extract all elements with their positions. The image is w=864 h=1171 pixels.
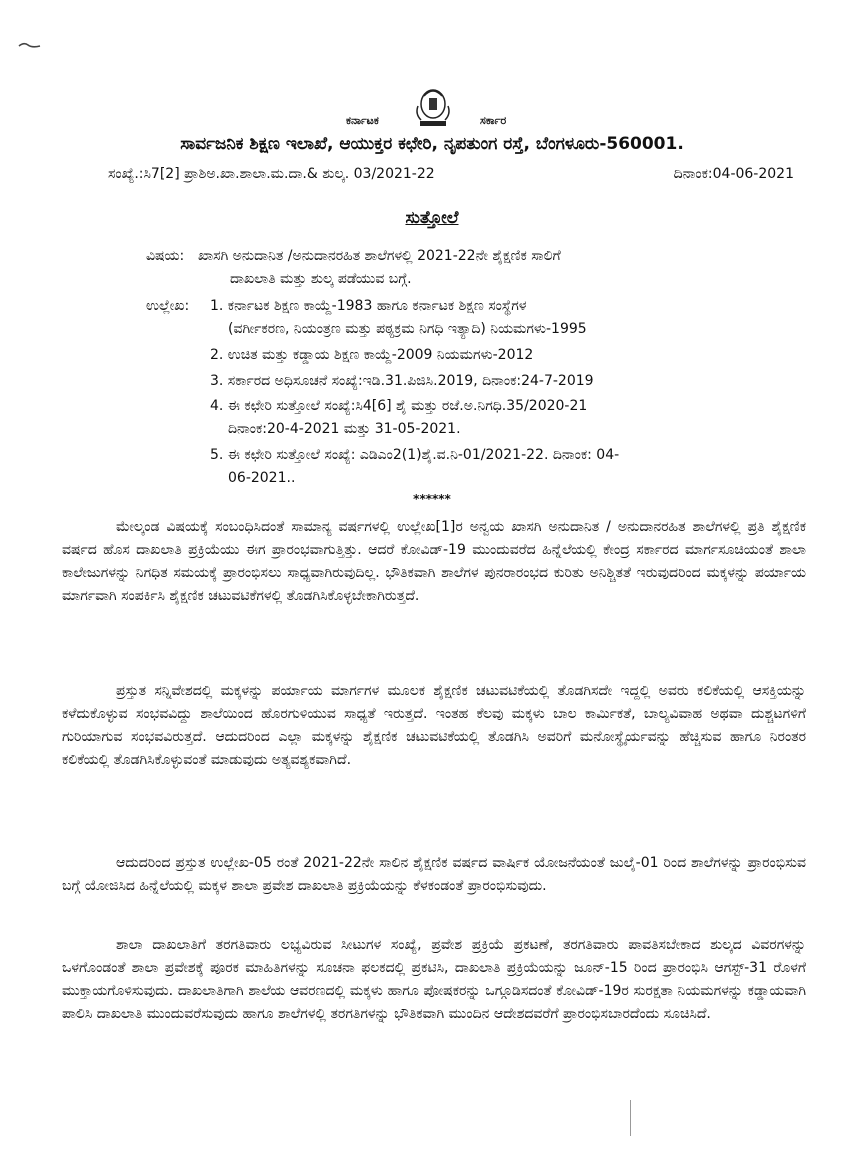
scan-mark-icon [18,40,42,50]
department-line: ಸಾರ್ವಜನಿಕ ಶಿಕ್ಷಣ ಇಲಾಖೆ, ಆಯುಕ್ತರ ಕಛೇರಿ, ನೃಪತುಂಗ ರಸ್ತೆ, ಬೆಂಗಳೂರು-560001. [180,134,684,154]
reference-item: 3. ಸರ್ಕಾರದ ಅಧಿಸೂಚನೆ ಸಂಖ್ಯೆ:ಇಡಿ.31.ಪಿಜಿಸಿ.2019, ದಿನಾಂಕ:24-7-2019 [210,373,594,389]
body-paragraph-4: ಶಾಲಾ ದಾಖಲಾತಿಗೆ ತರಗತಿವಾರು ಲಭ್ಯವಿರುವ ಸೀಟುಗಳ ಸಂಖ್ಯೆ, ಪ್ರವೇಶ ಪ್ರಕ್ರಿಯೆ ಪ್ರಕಟಣೆ, ತರಗತಿವಾರು ಪಾವತಿಸಬೇಕಾದ ಶುಲ್ಕದ ವಿವರಗಳನ್ನು ಒಳಗೊಂಡಂತೆ ಶಾಲಾ ಪ್ರವೇಶಕ್ಕೆ ಪೂರಕ ಮಾಹಿತಿಗಳನ್ನು ಸೂಚನಾ ಫಲಕದಲ್ಲಿ ಪ್ರಕಟಿಸಿ, ದಾಖಲಾತಿ ಪ್ರಕ್ರಿಯೆಯನ್ನು ಜೂನ್-15 ರಿಂದ ಪ್ರಾರಂಭಿಸಿ ಆಗಸ್ಟ್-31 ರೊಳಗೆ ಮುಕ್ತಾಯಗೊಳಿಸುವುದು. ದಾಖಲಾತಿಗಾಗಿ ಶಾಲೆಯ ಆವರಣದಲ್ಲಿ ಮಕ್ಕಳು ಹಾಗೂ ಪೋಷಕರನ್ನು ಒಗ್ಗೂಡಿಸದಂತೆ ಕೋವಿಡ್-19ರ ಸುರಕ್ಷತಾ ನಿಯಮಗಳನ್ನು ಕಡ್ಡಾಯವಾಗಿ ಪಾಲಿಸಿ ದಾಖಲಾತಿ ಮುಂದುವರೆಸುವುದು ಹಾಗೂ ಶಾಲೆಗಳಲ್ಲಿ ತರಗತಿಗಳನ್ನು ಭೌತಿಕವಾಗಿ ಮುಂದಿನ ಆದೇಶದವರೆಗೆ ಪ್ರಾರಂಭಿಸಬಾರದೆಂದು ಸೂಚಿಸಿದೆ. [62,937,806,1022]
subject-label: ವಿಷಯ: [146,248,185,264]
body-paragraph-3: ಆದುದರಿಂದ ಪ್ರಸ್ತುತ ಉಲ್ಲೇಖ-05 ರಂತೆ 2021-22ನೇ ಸಾಲಿನ ಶೈಕ್ಷಣಿಕ ವರ್ಷದ ವಾರ್ಷಿಕ ಯೋಜನೆಯಂತೆ ಜುಲೈ-01 ರಿಂದ ಶಾಲೆಗಳನ್ನು ಪ್ರಾರಂಭಿಸುವ ಬಗ್ಗೆ ಯೋಜಿಸಿದ ಹಿನ್ನೆಲೆಯಲ್ಲಿ ಮಕ್ಕಳ ಶಾಲಾ ಪ್ರವೇಶ ದಾಖಲಾತಿ ಪ್ರಕ್ರಿಯೆಯನ್ನು ಕೆಳಕಂಡಂತೆ ಪ್ರಾರಂಭಿಸುವುದು. [62,855,806,894]
reference-item: 2. ಉಚಿತ ಮತ್ತು ಕಡ್ಡಾಯ ಶಿಕ್ಷಣ ಕಾಯ್ದೆ-2009 ನಿಯಮಗಳು-2012 [210,347,534,363]
reference-item-cont: (ವರ್ಗೀಕರಣ, ನಿಯಂತ್ರಣ ಮತ್ತು ಪಠ್ಯಕ್ರಮ ನಿಗಧಿ ಇತ್ಯಾದಿ) ನಿಯಮಗಳು-1995 [228,321,587,337]
circular-date: ದಿನಾಂಕ:04-06-2021 [673,166,794,182]
references-label: ಉಲ್ಲೇಖ: [146,298,190,314]
body-paragraph-2: ಪ್ರಸ್ತುತ ಸನ್ನಿವೇಶದಲ್ಲಿ ಮಕ್ಕಳನ್ನು ಪರ್ಯಾಯ ಮಾರ್ಗಗಳ ಮೂಲಕ ಶೈಕ್ಷಣಿಕ ಚಟುವಟಿಕೆಯಲ್ಲಿ ತೊಡಗಿಸದೇ ಇದ್ದಲ್ಲಿ ಅವರು ಕಲಿಕೆಯಲ್ಲಿ ಆಸಕ್ತಿಯನ್ನು ಕಳೆದುಕೊಳ್ಳುವ ಸಂಭವವಿದ್ದು ಶಾಲೆಯಿಂದ ಹೊರಗುಳಿಯುವ ಸಾಧ್ಯತೆ ಇರುತ್ತದೆ. ಇಂತಹ ಕೆಲವು ಮಕ್ಕಳು ಬಾಲ ಕಾರ್ಮಿಕತೆ, ಬಾಲ್ಯವಿವಾಹ ಅಥವಾ ದುಶ್ಚಟಗಳಿಗೆ ಗುರಿಯಾಗುವ ಸಂಭವವಿರುತ್ತದೆ. ಆದುದರಿಂದ ಎಲ್ಲಾ ಮಕ್ಕಳನ್ನು ಶೈಕ್ಷಣಿಕ ಚಟುವಟಿಕೆಯಲ್ಲಿ ತೊಡಗಿಸಿ ಅವರಿಗೆ ಮನೋಸ್ಥೈರ್ಯವನ್ನು ಹೆಚ್ಚಿಸುವ ಹಾಗೂ ನಿರಂತರ ಕಲಿಕೆಯಲ್ಲಿ ತೊಡಗಿಸಿಕೊಳ್ಳುವಂತೆ ಮಾಡುವುದು ಅತ್ಯವಶ್ಯಕವಾಗಿದೆ. [62,683,806,768]
reference-item: 5. ಈ ಕಛೇರಿ ಸುತ್ತೋಲೆ ಸಂಖ್ಯೆ: ಎಡಿಎಂ2(1)ಶೈ.ವ.ನಿ-01/2021-22. ದಿನಾಂಕ: 04- [210,447,620,463]
section-separator: ****** [413,492,451,506]
header-right-label: ಸರ್ಕಾರ [480,114,507,127]
subject-line-1: ಖಾಸಗಿ ಅನುದಾನಿತ /ಅನುದಾನರಹಿತ ಶಾಲೆಗಳಲ್ಲಿ 2021-22ನೇ ಶೈಕ್ಷಣಿಕ ಸಾಲಿಗೆ [198,248,561,264]
state-emblem-icon [414,84,452,128]
header-left-label: ಕರ್ನಾಟಕ [346,114,379,127]
page-title: ಸುತ್ತೋಲೆ [405,208,459,228]
reference-item: 4. ಈ ಕಛೇರಿ ಸುತ್ತೋಲೆ ಸಂಖ್ಯೆ:ಸಿ4[6] ಶೈ ಮತ್ತು ರಜೆ.ಅ.ನಿಗಧಿ.35/2020-21 [210,398,588,414]
body-paragraph-1: ಮೇಲ್ಕಂಡ ವಿಷಯಕ್ಕೆ ಸಂಬಂಧಿಸಿದಂತೆ ಸಾಮಾನ್ಯ ವರ್ಷಗಳಲ್ಲಿ ಉಲ್ಲೇಖ[1]ರ ಅನ್ವಯ ಖಾಸಗಿ ಅನುದಾನಿತ / ಅನುದಾನರಹಿತ ಶಾಲೆಗಳಲ್ಲಿ ಪ್ರತಿ ಶೈಕ್ಷಣಿಕ ವರ್ಷದ ಹೊಸ ದಾಖಲಾತಿ ಪ್ರಕ್ರಿಯೆಯು ಈಗ ಪ್ರಾರಂಭವಾಗುತ್ತಿತ್ತು. ಆದರೆ ಕೋವಿಡ್-19 ಮುಂದುವರೆದ ಹಿನ್ನೆಲೆಯಲ್ಲಿ ಕೇಂದ್ರ ಸರ್ಕಾರದ ಮಾರ್ಗಸೂಚಿಯಂತೆ ಶಾಲಾ ಕಾಲೇಜುಗಳನ್ನು ನಿಗಧಿತ ಸಮಯಕ್ಕೆ ಪ್ರಾರಂಭಿಸಲು ಸಾಧ್ಯವಾಗಿರುವುದಿಲ್ಲ. ಭೌತಿಕವಾಗಿ ಶಾಲೆಗಳ ಪುನರಾರಂಭದ ಕುರಿತು ಅನಿಶ್ಚಿತತೆ ಇರುವುದರಿಂದ ಮಕ್ಕಳನ್ನು ಪರ್ಯಾಯ ಮಾರ್ಗವಾಗಿ ಸಂಪರ್ಕಿಸಿ ಶೈಕ್ಷಣಿಕ ಚಟುವಟಿಕೆಗಳಲ್ಲಿ ತೊಡಗಿಸಿಕೊಳ್ಳಬೇಕಾಗಿರುತ್ತದೆ. [62,519,806,604]
reference-number: ಸಂಖ್ಯೆ.:ಸಿ7[2] ಪ್ರಾಶಿಅ.ಖಾ.ಶಾಲಾ.ಮ.ದಾ.& ಶುಲ್ಕ. 03/2021-22 [108,166,435,182]
ink-mark [630,1100,631,1136]
reference-item: 1. ಕರ್ನಾಟಕ ಶಿಕ್ಷಣ ಕಾಯ್ದೆ-1983 ಹಾಗೂ ಕರ್ನಾಟಕ ಶಿಕ್ಷಣ ಸಂಸ್ಥೆಗಳ [210,298,527,314]
reference-item-cont: 06-2021.. [228,470,296,486]
subject-line-2: ದಾಖಲಾತಿ ಮತ್ತು ಶುಲ್ಕ ಪಡೆಯುವ ಬಗ್ಗೆ. [230,271,412,287]
reference-item-cont: ದಿನಾಂಕ:20-4-2021 ಮತ್ತು 31-05-2021. [228,421,461,437]
